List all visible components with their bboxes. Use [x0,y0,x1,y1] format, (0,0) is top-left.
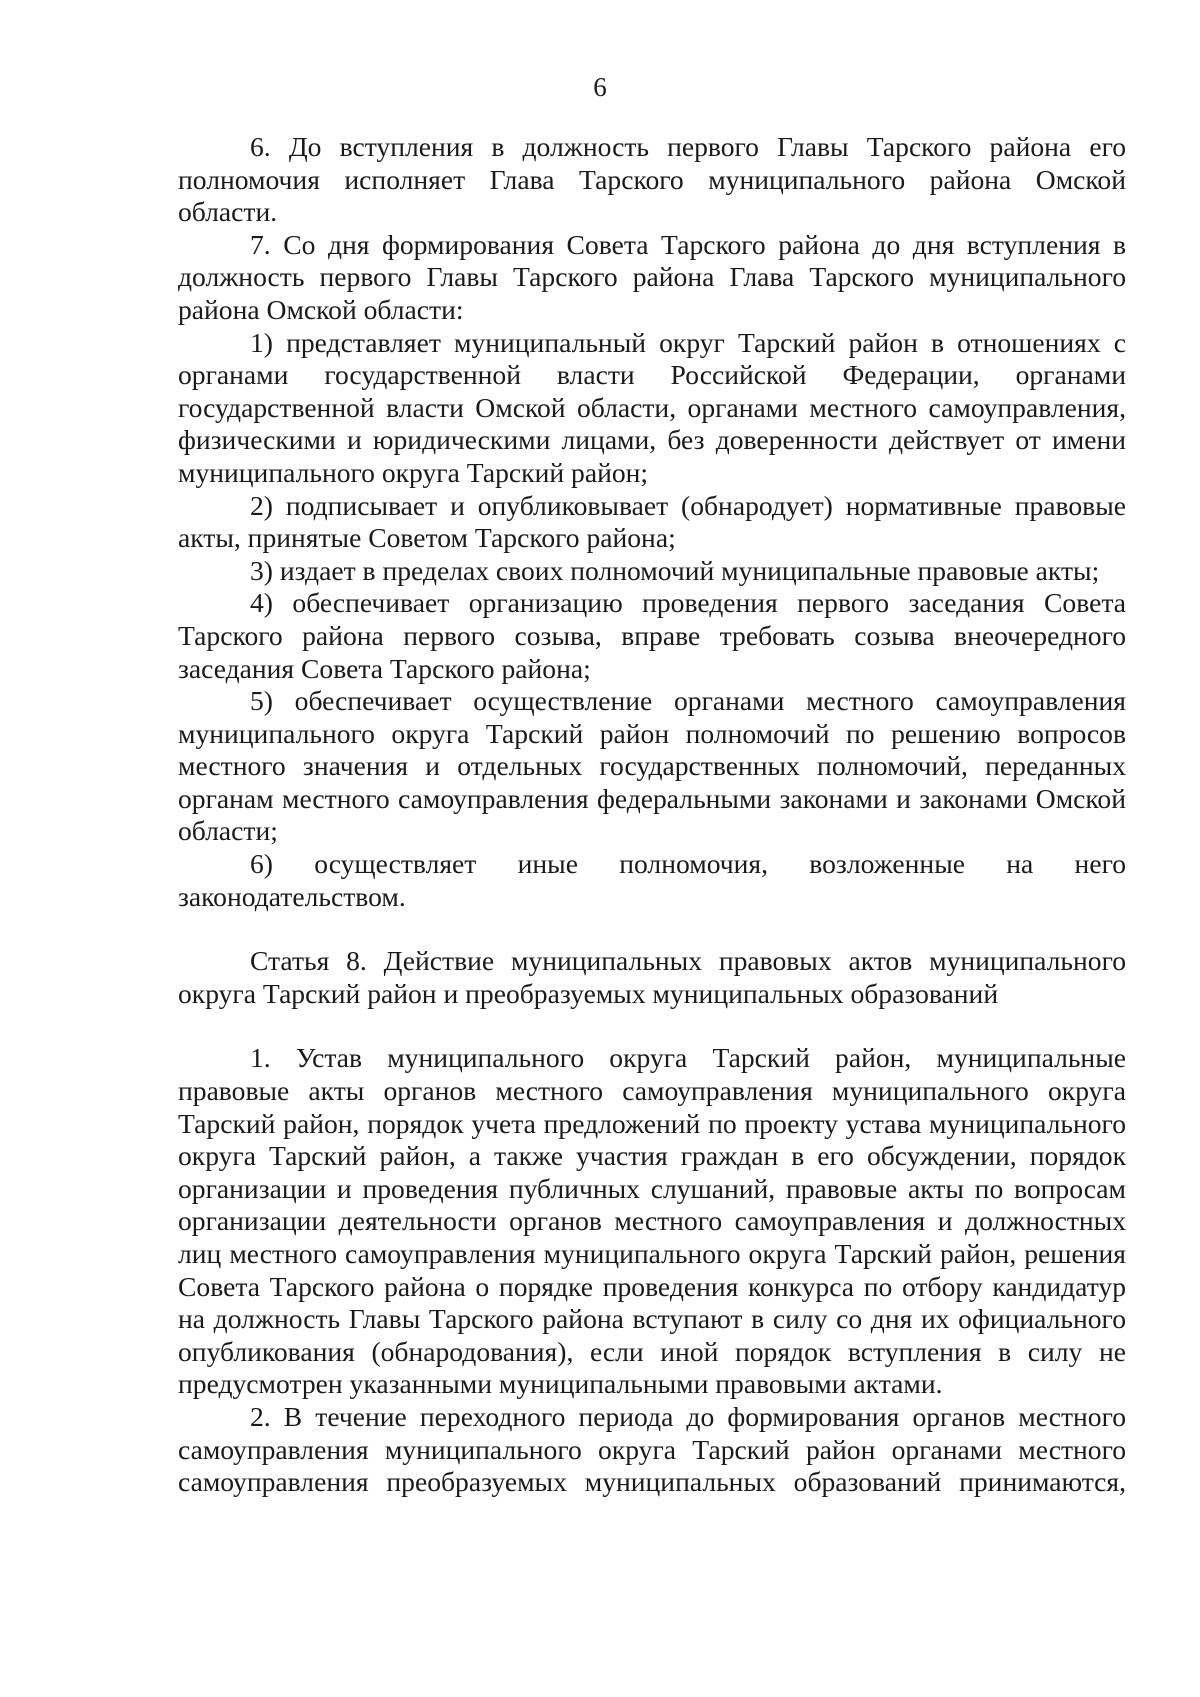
list-item-5-ensures-powers: 5) обеспечивает осуществление органами местного самоуправления муниципального округа Тарский район полномочий по решению вопросов местного значения и отдельных государственных полномочий, переданных органам местного самоуправления федеральными законами и законами Омской области; [178,685,1126,847]
paragraph-7-transitional-powers: 7. Со дня формирования Совета Тарского района до дня вступления в должность первого Главы Тарского района Глава Тарского муниципального района Омской области: [178,228,1126,325]
paragraph-6-first-head-powers: 6. До вступления в должность первого Главы Тарского района его полномочия исполняет Глава Тарского муниципального района Омской области. [178,131,1126,228]
document-body [178,131,1126,1499]
article-8-paragraph-2: 2. В течение переходного периода до формирования органов местного самоуправления муниципального округа Тарский район органами местного самоуправления преобразуемых муниципальных образований принимаются, [178,1400,1126,1498]
list-item-6-other-powers: 6) осуществляет иные полномочия, возложенные на него законодательством. [178,848,1126,912]
list-item-1-represents: 1) представляет муниципальный округ Тарский район в отношениях с органами государственной власти Российской Федерации, органами государственной власти Омской области, органами местного самоуправления, физическими и юридическими лицами, без доверенности действует от имени муниципального округа Тарский район; [178,326,1126,488]
article-8-paragraph-1: 1. Устав муниципального округа Тарский район, муниципальные правовые акты органов местного самоуправления муниципального округа Тарский район, порядок учета предложений по проекту устава муниципального округа Тарский район, а также участия граждан в его обсуждении, порядок организации и проведения публичных слушаний, правовые акты по вопросам организации деятельности органов местного самоуправления и должностных лиц местного самоуправления муниципального округа Тарский район, решения Совета Тарского района о порядке проведения конкурса по отбору кандидатур на должность Главы Тарского района вступают в силу со дня их официального опубликования (обнародования), если иной порядок вступления в силу не предусмотрен указанными муниципальными правовыми актами. [178,1042,1126,1400]
list-item-4-first-session: 4) обеспечивает организацию проведения первого заседания Совета Тарского района первого созыва, вправе требовать созыва внеочередного заседания Совета Тарского района; [178,587,1126,684]
page-number: 6 [593,72,607,102]
article-8-heading: Статья 8. Действие муниципальных правовых актов муниципального округа Тарский район и преобразуемых муниципальных образований [178,945,1126,1009]
list-item-2-signs-acts: 2) подписывает и опубликовывает (обнародует) нормативные правовые акты, принятые Советом Тарского района; [178,489,1126,554]
list-item-3-issues-acts: 3) издает в пределах своих полномочий муниципальные правовые акты; [250,554,1100,586]
